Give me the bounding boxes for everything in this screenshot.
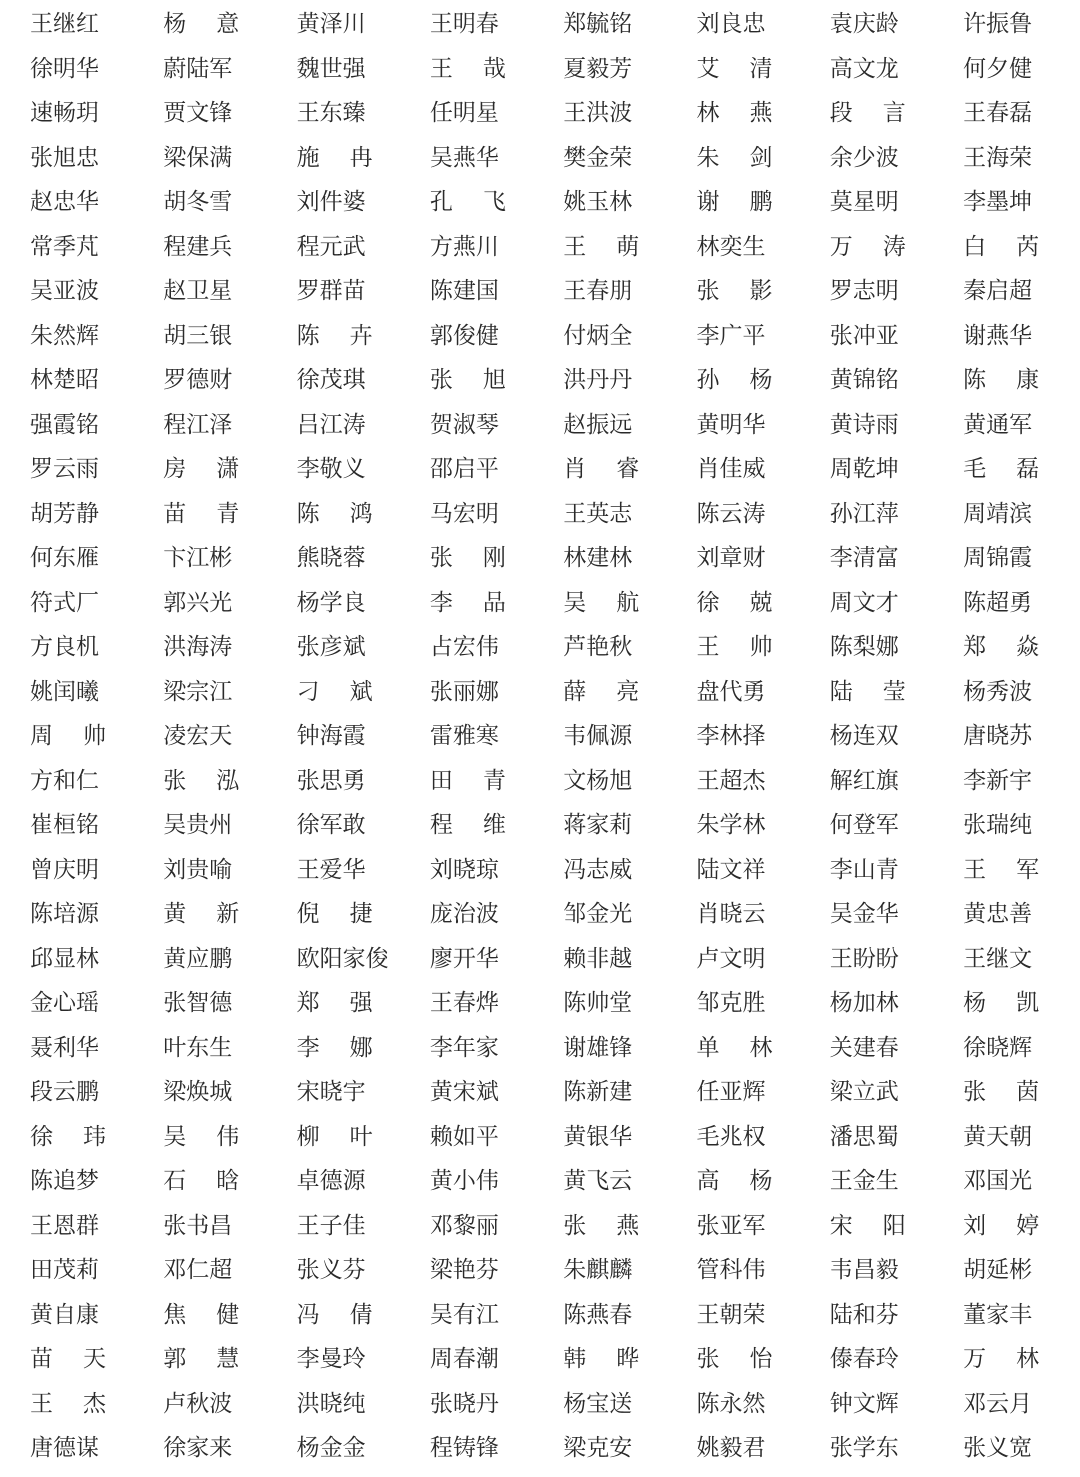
name-entry: 黄锦铭 — [829, 367, 899, 393]
name-entry: 苗 天 — [30, 1346, 106, 1372]
name-entry: 王 萌 — [563, 233, 640, 260]
name-entry: 李广平 — [696, 322, 766, 349]
name-entry: 胡三银 — [163, 322, 233, 349]
name-entry: 秦启超 — [963, 278, 1033, 304]
name-entry: 王盼盼 — [829, 945, 899, 972]
name-entry: 陈追梦 — [30, 1168, 99, 1194]
name-entry: 凌宏天 — [163, 723, 233, 749]
name-entry: 梁艳芬 — [429, 1257, 499, 1283]
name-entry: 洪晓纯 — [296, 1390, 366, 1417]
name-entry: 邓国光 — [963, 1168, 1033, 1194]
name-entry: 张旭忠 — [30, 144, 99, 171]
name-entry: 姚玉林 — [563, 189, 633, 215]
name-entry: 蔚陆军 — [163, 55, 233, 82]
name-entry: 朱然辉 — [30, 322, 99, 349]
name-entry: 吕江涛 — [296, 411, 366, 438]
name-entry: 徐 兢 — [696, 589, 773, 616]
name-entry: 朱 剑 — [696, 144, 773, 171]
name-entry: 吴燕华 — [429, 144, 499, 171]
name-entry: 李清富 — [829, 545, 899, 571]
name-entry: 王 帅 — [696, 634, 773, 660]
name-entry: 唐晓苏 — [963, 723, 1033, 749]
name-entry: 唐德谋 — [30, 1435, 99, 1461]
name-entry: 王朝荣 — [696, 1301, 766, 1328]
name-entry: 郑毓铭 — [563, 11, 633, 37]
name-entry: 徐 玮 — [30, 1123, 106, 1150]
name-entry: 陆文祥 — [696, 856, 766, 883]
name-entry: 王子佳 — [296, 1212, 366, 1239]
name-entry: 邵启平 — [429, 456, 499, 482]
name-entry: 陈云涛 — [696, 500, 766, 527]
name-entry: 黄明华 — [696, 411, 766, 438]
name-entry: 林奕生 — [696, 233, 766, 260]
name-entry: 强霞铭 — [30, 411, 99, 438]
name-entry: 任明星 — [429, 100, 499, 126]
name-entry: 徐军敢 — [296, 812, 366, 838]
name-entry: 吴金华 — [829, 901, 899, 927]
name-entry: 卢秋波 — [163, 1390, 233, 1417]
name-entry: 吴有江 — [429, 1301, 499, 1328]
name-entry: 刁 斌 — [296, 678, 373, 705]
name-entry: 张晓丹 — [429, 1390, 499, 1417]
name-entry: 符式厂 — [30, 589, 99, 616]
name-entry: 陈燕春 — [563, 1301, 633, 1328]
name-entry: 冯 倩 — [296, 1301, 373, 1328]
name-entry: 杨连双 — [829, 723, 899, 749]
name-entry: 黄忠善 — [963, 901, 1033, 927]
name-entry: 袁庆龄 — [829, 11, 899, 37]
name-entry: 王 军 — [963, 856, 1040, 883]
name-entry: 罗志明 — [829, 278, 899, 304]
name-entry: 李 品 — [429, 589, 506, 616]
name-entry: 罗云雨 — [30, 456, 99, 482]
name-entry: 叶东生 — [163, 1034, 233, 1061]
name-entry: 张冲亚 — [829, 322, 899, 349]
name-entry: 黄应鹏 — [163, 945, 233, 972]
name-entry: 吴 航 — [563, 589, 640, 616]
name-entry: 陈梨娜 — [829, 634, 899, 660]
name-entry: 张 茵 — [963, 1079, 1040, 1105]
name-entry: 梁宗江 — [163, 678, 233, 705]
name-entry: 樊金荣 — [563, 144, 633, 171]
name-entry: 胡冬雪 — [163, 189, 233, 215]
name-entry: 王春磊 — [963, 100, 1033, 126]
name-entry: 赖非越 — [563, 945, 633, 972]
name-entry: 张义宽 — [963, 1435, 1033, 1461]
name-entry: 何夕健 — [963, 55, 1033, 82]
name-entry: 董家丰 — [963, 1301, 1033, 1328]
name-entry: 周锦霞 — [963, 545, 1033, 571]
name-entry: 万 涛 — [829, 233, 906, 260]
name-entry: 常季芃 — [30, 233, 99, 260]
name-entry: 苗 青 — [163, 500, 240, 527]
name-entry: 王继红 — [30, 11, 99, 37]
name-entry: 陈培源 — [30, 901, 99, 927]
name-entry: 何东雁 — [30, 545, 99, 571]
name-entry: 邓云月 — [963, 1390, 1033, 1417]
name-entry: 张书昌 — [163, 1212, 233, 1239]
name-entry: 周文才 — [829, 589, 899, 616]
name-entry: 梁克安 — [563, 1435, 633, 1461]
name-entry: 陈新建 — [563, 1079, 633, 1105]
name-entry: 崔桓铭 — [30, 812, 99, 838]
name-entry: 韦昌毅 — [829, 1257, 899, 1283]
name-entry: 赵忠华 — [30, 189, 99, 215]
name-entry: 黄宋斌 — [429, 1079, 499, 1105]
name-entry: 廖开华 — [429, 945, 499, 972]
name-entry: 王洪波 — [563, 100, 633, 126]
name-entry: 徐家来 — [163, 1435, 233, 1461]
name-entry: 聂利华 — [30, 1034, 99, 1061]
name-entry: 吴 伟 — [163, 1123, 240, 1150]
name-entry: 刘 婷 — [963, 1212, 1040, 1239]
name-entry: 张丽娜 — [429, 678, 499, 705]
name-entry: 黄自康 — [30, 1301, 99, 1328]
name-entry: 张学东 — [829, 1435, 899, 1461]
name-entry: 吴亚波 — [30, 278, 99, 304]
name-entry: 肖晓云 — [696, 901, 766, 927]
name-entry: 占宏伟 — [429, 634, 499, 660]
name-entry: 管科伟 — [696, 1257, 766, 1283]
name-entry: 毛 磊 — [963, 456, 1040, 482]
name-entry: 程铸锋 — [429, 1435, 499, 1461]
name-entry: 韩 晔 — [563, 1346, 640, 1372]
name-entry: 李年家 — [429, 1034, 499, 1061]
name-entry: 陆和芬 — [829, 1301, 899, 1328]
name-entry: 王春朋 — [563, 278, 633, 304]
name-entry: 柳 叶 — [296, 1123, 373, 1150]
name-entry: 邹金光 — [563, 901, 633, 927]
name-entry: 方良机 — [30, 634, 99, 660]
name-entry: 杨学良 — [296, 589, 366, 616]
name-entry: 潘思蜀 — [829, 1123, 899, 1150]
name-entry: 倪 捷 — [296, 901, 373, 927]
name-entry: 刘良忠 — [696, 11, 766, 37]
name-entry: 宋晓宇 — [296, 1079, 366, 1105]
name-entry: 王爱华 — [296, 856, 366, 883]
name-entry: 贺淑琴 — [429, 411, 499, 438]
name-entry: 许振鲁 — [963, 11, 1033, 37]
name-entry: 施 冉 — [296, 144, 373, 171]
name-list-grid — [30, 2, 1070, 1471]
name-entry: 王 哉 — [429, 55, 506, 82]
name-entry: 陆 莹 — [829, 678, 906, 705]
name-entry: 罗群苗 — [296, 278, 366, 304]
name-entry: 钟海霞 — [296, 723, 366, 749]
name-entry: 黄银华 — [563, 1123, 633, 1150]
name-entry: 杨 凯 — [963, 990, 1040, 1016]
name-entry: 毛兆权 — [696, 1123, 766, 1150]
name-entry: 王金生 — [829, 1168, 899, 1194]
name-entry: 杨金金 — [296, 1435, 366, 1461]
name-entry: 解红旗 — [829, 767, 899, 794]
name-entry: 高文龙 — [829, 55, 899, 82]
name-entry: 黄 新 — [163, 901, 240, 927]
name-entry: 宋 阳 — [829, 1212, 906, 1239]
name-entry: 张 泓 — [163, 767, 240, 794]
name-entry: 芦艳秋 — [563, 634, 633, 660]
name-entry: 杨加林 — [829, 990, 899, 1016]
name-entry: 王继文 — [963, 945, 1033, 972]
name-entry: 徐晓辉 — [963, 1034, 1033, 1061]
name-entry: 盘代勇 — [696, 678, 766, 705]
name-entry: 邱显林 — [30, 945, 99, 972]
name-entry: 冯志威 — [563, 856, 633, 883]
name-entry: 周靖滨 — [963, 500, 1033, 527]
name-entry: 刘晓琼 — [429, 856, 499, 883]
name-entry: 李新宇 — [963, 767, 1033, 794]
name-entry: 方和仁 — [30, 767, 99, 794]
name-entry: 王海荣 — [963, 144, 1033, 171]
name-entry: 赵振远 — [563, 411, 633, 438]
name-entry: 徐明华 — [30, 55, 99, 82]
name-entry: 张 旭 — [429, 367, 506, 393]
name-entry: 李墨坤 — [963, 189, 1033, 215]
name-entry: 张亚军 — [696, 1212, 766, 1239]
name-entry: 张 刚 — [429, 545, 506, 571]
name-entry: 张思勇 — [296, 767, 366, 794]
name-entry: 卢文明 — [696, 945, 766, 972]
name-entry: 杨宝送 — [563, 1390, 633, 1417]
name-entry: 林 燕 — [696, 100, 773, 126]
name-entry: 欧阳家俊 — [296, 945, 389, 972]
name-entry: 田 青 — [429, 767, 506, 794]
name-entry: 谢 鹏 — [696, 189, 773, 215]
name-entry: 钟文辉 — [829, 1390, 899, 1417]
name-entry: 金心瑶 — [30, 990, 99, 1016]
name-entry: 万 林 — [963, 1346, 1040, 1372]
name-entry: 郭 慧 — [163, 1346, 240, 1372]
name-entry: 林建林 — [563, 545, 633, 571]
name-entry: 陈 康 — [963, 367, 1040, 393]
name-entry: 蒋家莉 — [563, 812, 633, 838]
name-entry: 王英志 — [563, 500, 633, 527]
name-entry: 熊晓蓉 — [296, 545, 366, 571]
name-entry: 贾文锋 — [163, 100, 233, 126]
name-entry: 洪海涛 — [163, 634, 233, 660]
name-entry: 谢雄锋 — [563, 1034, 633, 1061]
name-entry: 陈建国 — [429, 278, 499, 304]
name-entry: 程 维 — [429, 812, 506, 838]
name-entry: 刘贵喻 — [163, 856, 233, 883]
name-entry: 邹克胜 — [696, 990, 766, 1016]
name-entry: 李敬义 — [296, 456, 366, 482]
name-entry: 郭兴光 — [163, 589, 233, 616]
name-entry: 黄飞云 — [563, 1168, 633, 1194]
name-entry: 王春烨 — [429, 990, 499, 1016]
name-entry: 余少波 — [829, 144, 899, 171]
name-entry: 陈永然 — [696, 1390, 766, 1417]
name-entry: 傣春玲 — [829, 1346, 899, 1372]
name-entry: 张 燕 — [563, 1212, 640, 1239]
name-entry: 方燕川 — [429, 233, 499, 260]
name-entry: 周 帅 — [30, 723, 106, 749]
name-entry: 高 杨 — [696, 1168, 773, 1194]
name-entry: 李 娜 — [296, 1034, 373, 1061]
name-entry: 卞江彬 — [163, 545, 233, 571]
name-entry: 王明春 — [429, 11, 499, 37]
name-entry: 雷雅寒 — [429, 723, 499, 749]
name-entry: 朱麒麟 — [563, 1257, 633, 1283]
name-entry: 黄泽川 — [296, 11, 366, 37]
name-entry: 陈超勇 — [963, 589, 1033, 616]
name-entry: 张彦斌 — [296, 634, 366, 660]
name-entry: 房 潇 — [163, 456, 240, 482]
name-entry: 黄小伟 — [429, 1168, 499, 1194]
name-entry: 郑 焱 — [963, 634, 1040, 660]
name-entry: 孙 杨 — [696, 367, 773, 393]
name-entry: 石 晗 — [163, 1168, 240, 1194]
name-entry: 徐茂琪 — [296, 367, 366, 393]
name-entry: 姚闰曦 — [30, 678, 99, 705]
name-entry: 张义芬 — [296, 1257, 366, 1283]
name-entry: 李山青 — [829, 856, 899, 883]
name-entry: 王 杰 — [30, 1390, 106, 1417]
name-entry: 洪丹丹 — [563, 367, 633, 393]
name-entry: 吴贵州 — [163, 812, 233, 838]
name-entry: 胡芳静 — [30, 500, 99, 527]
name-entry: 莫星明 — [829, 189, 899, 215]
name-entry: 程元武 — [296, 233, 366, 260]
name-entry: 何登军 — [829, 812, 899, 838]
name-entry: 梁焕城 — [163, 1079, 233, 1105]
name-entry: 文杨旭 — [563, 767, 633, 794]
name-entry: 赵卫星 — [163, 278, 233, 304]
name-entry: 魏世强 — [296, 55, 366, 82]
name-entry: 白 芮 — [963, 233, 1040, 260]
name-entry: 速畅玥 — [30, 100, 99, 126]
name-entry: 段 言 — [829, 100, 906, 126]
name-entry: 王东臻 — [296, 100, 366, 126]
name-entry: 程江泽 — [163, 411, 233, 438]
name-entry: 卓德源 — [296, 1168, 366, 1194]
name-entry: 黄通军 — [963, 411, 1033, 438]
name-entry: 程建兵 — [163, 233, 233, 260]
name-entry: 艾 清 — [696, 55, 773, 82]
name-entry: 邓仁超 — [163, 1257, 233, 1283]
name-entry: 邓黎丽 — [429, 1212, 499, 1239]
name-entry: 梁立武 — [829, 1079, 899, 1105]
name-entry: 马宏明 — [429, 500, 499, 527]
name-entry: 郑 强 — [296, 990, 373, 1016]
name-entry: 段云鹏 — [30, 1079, 99, 1105]
name-entry: 陈 卉 — [296, 322, 373, 349]
name-entry: 胡延彬 — [963, 1257, 1033, 1283]
name-entry: 郭俊健 — [429, 322, 499, 349]
name-entry: 孔 飞 — [429, 189, 506, 215]
name-entry: 赖如平 — [429, 1123, 499, 1150]
name-entry: 夏毅芳 — [563, 55, 633, 82]
name-entry: 周乾坤 — [829, 456, 899, 482]
name-entry: 罗德财 — [163, 367, 233, 393]
name-entry: 周春潮 — [429, 1346, 499, 1372]
name-entry: 肖 睿 — [563, 456, 640, 482]
name-entry: 张瑞纯 — [963, 812, 1033, 838]
name-entry: 焦 健 — [163, 1301, 240, 1328]
name-entry: 薛 亮 — [563, 678, 640, 705]
name-entry: 任亚辉 — [696, 1079, 766, 1105]
name-entry: 付炳全 — [563, 322, 633, 349]
name-entry: 单 林 — [696, 1034, 773, 1061]
name-entry: 刘件婆 — [296, 189, 366, 215]
name-entry: 黄天朝 — [963, 1123, 1033, 1150]
name-entry: 张智德 — [163, 990, 233, 1016]
name-entry: 梁保满 — [163, 144, 233, 171]
name-entry: 李曼玲 — [296, 1346, 366, 1372]
name-entry: 张 影 — [696, 278, 773, 304]
name-entry: 黄诗雨 — [829, 411, 899, 438]
name-entry: 王超杰 — [696, 767, 766, 794]
name-entry: 陈帅堂 — [563, 990, 633, 1016]
name-entry: 田茂莉 — [30, 1257, 99, 1283]
name-entry: 肖佳威 — [696, 456, 766, 482]
name-entry: 孙江萍 — [829, 500, 899, 527]
name-entry: 韦佩源 — [563, 723, 633, 749]
name-entry: 王恩群 — [30, 1212, 99, 1239]
name-entry: 谢燕华 — [963, 322, 1033, 349]
name-entry: 刘章财 — [696, 545, 766, 571]
name-entry: 庞治波 — [429, 901, 499, 927]
name-entry: 林楚昭 — [30, 367, 99, 393]
name-entry: 关建春 — [829, 1034, 899, 1061]
name-entry: 朱学林 — [696, 812, 766, 838]
name-entry: 张 怡 — [696, 1346, 773, 1372]
name-entry: 李林择 — [696, 723, 766, 749]
name-entry: 杨秀波 — [963, 678, 1033, 705]
name-entry: 曾庆明 — [30, 856, 99, 883]
name-entry: 杨 意 — [163, 11, 240, 37]
name-entry: 陈 鸿 — [296, 500, 373, 527]
name-entry: 姚毅君 — [696, 1435, 766, 1461]
